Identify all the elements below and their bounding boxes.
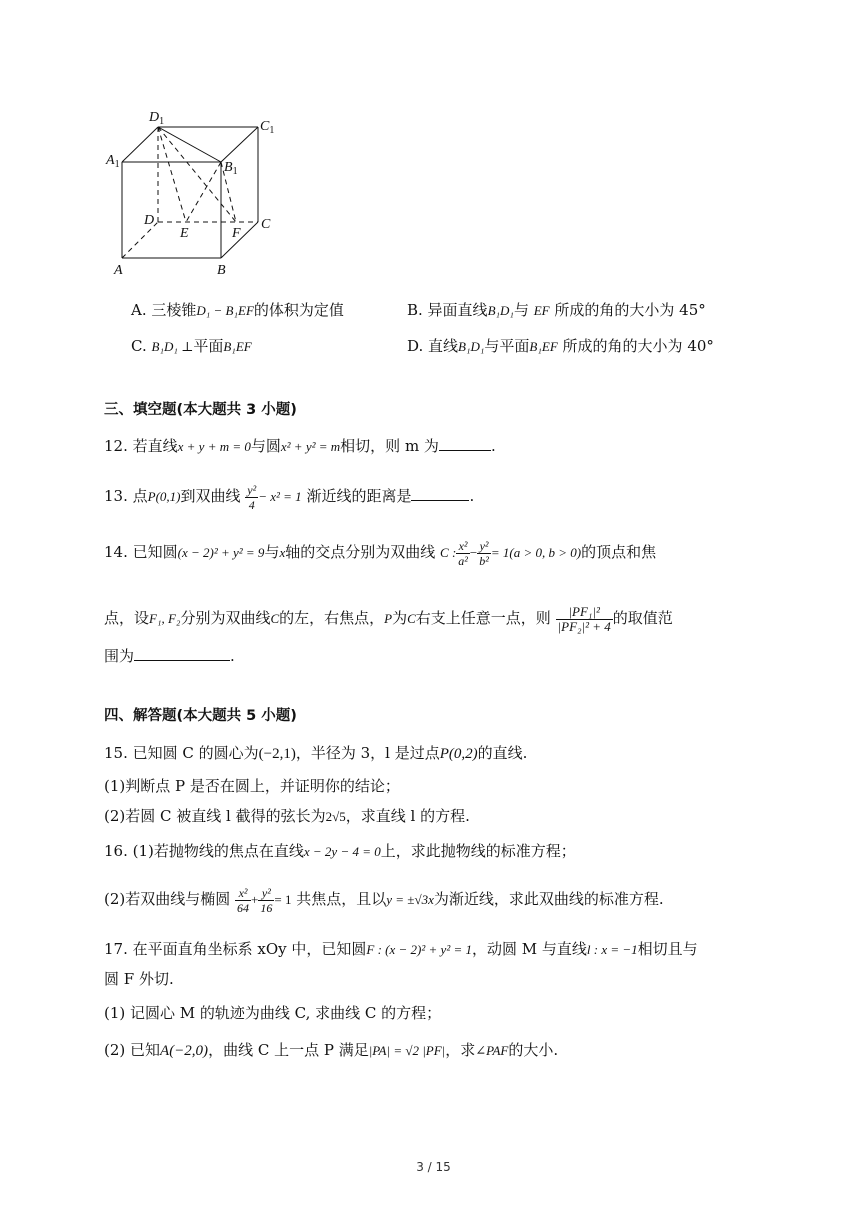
label-f: F bbox=[232, 226, 241, 241]
fraction-y2-over-4: $\frac{\text{y²}}{4}$ bbox=[247, 482, 257, 512]
label-b: B bbox=[217, 263, 226, 278]
label-b1: $B_1$ bbox=[224, 160, 238, 177]
question-15: 15. 已知圆 C 的圆心为(−2,1)，半径为 3，l 是过点P(0,2)的直线. bbox=[104, 744, 528, 762]
edge-d1-e bbox=[158, 127, 186, 222]
question-17-line-2: 圆 F 外切. bbox=[104, 970, 174, 988]
question-17-part-1: (1) 记圆心 M 的轨迹为曲线 C, 求曲线 C 的方程； bbox=[104, 1004, 442, 1022]
cube-figure bbox=[100, 100, 300, 285]
fraction-x2-a2: $\frac{\text{x²}}{\text{a²}}$ bbox=[458, 538, 468, 568]
question-14-line-1: 14. 已知圆(x − 2)² + y² = 9与x轴的交点分别为双曲线 C : $\frac{\text{x²}}{\text{a²}}$ − $\frac{\text{y²}}{\text{b²}}$ = 1(a > 0, b > 0)的顶点和焦 bbox=[104, 538, 657, 568]
label-a: A bbox=[114, 263, 123, 278]
section-3-title: 三、填空题(本大题共 3 小题) bbox=[104, 402, 297, 418]
label-d1: $D_1$ bbox=[149, 110, 165, 127]
question-16-part-2: (2)若双曲线与椭圆 $\frac{\text{x²}}{64}$ + $\frac{\text{y²}}{16}$ = 1 共焦点，且以y = ±√3x为渐近线，求此双曲线的标准方程. bbox=[104, 885, 664, 915]
edge-d1-b1 bbox=[158, 127, 221, 162]
answer-blank bbox=[411, 486, 469, 501]
edge-a1-d1 bbox=[122, 127, 158, 162]
answer-blank bbox=[134, 646, 230, 661]
label-d: D bbox=[144, 213, 155, 228]
fraction-y2-b2: $\frac{\text{y²}}{\text{b²}}$ bbox=[479, 538, 489, 568]
fraction-x2-64: $\frac{\text{x²}}{64}$ bbox=[237, 885, 250, 915]
question-17-line-1: 17. 在平面直角坐标系 xOy 中，已知圆F : (x − 2)² + y² = 1，动圆 M 与直线l : x = −1相切且与 bbox=[104, 940, 698, 958]
page-number: 3 / 15 bbox=[416, 1160, 451, 1174]
question-14-line-2: 点，设F₁, F₂分别为双曲线C的左，右焦点，P为C右支上任意一点，则 $\frac{\text{|PF₁|²}}{\text{|PF₂|² + 4}}$ 的取值范 bbox=[104, 603, 673, 634]
question-15-part-2: (2)若圆 C 被直线 l 截得的弦长为2√5，求直线 l 的方程. bbox=[104, 807, 470, 825]
label-e: E bbox=[180, 226, 189, 241]
option-a: A. 三棱锥D₁ − B₁EF的体积为定值 bbox=[131, 301, 344, 319]
fraction-pf-ratio: $\frac{\text{|PF₁|²}}{\text{|PF₂|² + 4}}$ bbox=[557, 603, 611, 634]
question-15-part-1: (1)判断点 P 是否在圆上，并证明你的结论； bbox=[104, 777, 400, 795]
section-4-title: 四、解答题(本大题共 5 小题) bbox=[104, 708, 297, 724]
option-d: D. 直线B₁D₁与平面B₁EF 所成的角的大小为 40° bbox=[407, 337, 714, 355]
option-c: C. B₁D₁ ⊥平面B₁EF bbox=[131, 337, 252, 355]
label-c1: $C_1$ bbox=[260, 119, 275, 136]
question-17-part-2: (2) 已知A(−2,0)，曲线 C 上一点 P 满足|PA| = √2 |PF|，求∠PAF的大小. bbox=[104, 1041, 559, 1059]
question-12: 12. 若直线x + y + m = 0与圆x² + y² = m相切，则 m 为 . bbox=[104, 437, 496, 455]
edge-b1-e bbox=[186, 162, 221, 222]
fraction-y2-16: $\frac{\text{y²}}{16}$ bbox=[260, 885, 273, 915]
question-16-part-1: 16. (1)若抛物线的焦点在直线x − 2y − 4 = 0上，求此抛物线的标准方程； bbox=[104, 842, 576, 860]
answer-blank bbox=[439, 436, 491, 451]
question-14-line-3: 围为 . bbox=[104, 647, 235, 665]
question-13: 13. 点P(0,1)到双曲线 $\frac{\text{y²}}{4}$ − x² = 1 渐近线的距离是 . bbox=[104, 482, 475, 512]
option-b: B. 异面直线B₁D₁与 EF 所成的角的大小为 45° bbox=[407, 301, 706, 319]
label-a1: $A_1$ bbox=[106, 153, 120, 170]
label-c: C bbox=[261, 217, 271, 232]
edge-b1-c1 bbox=[221, 127, 258, 162]
